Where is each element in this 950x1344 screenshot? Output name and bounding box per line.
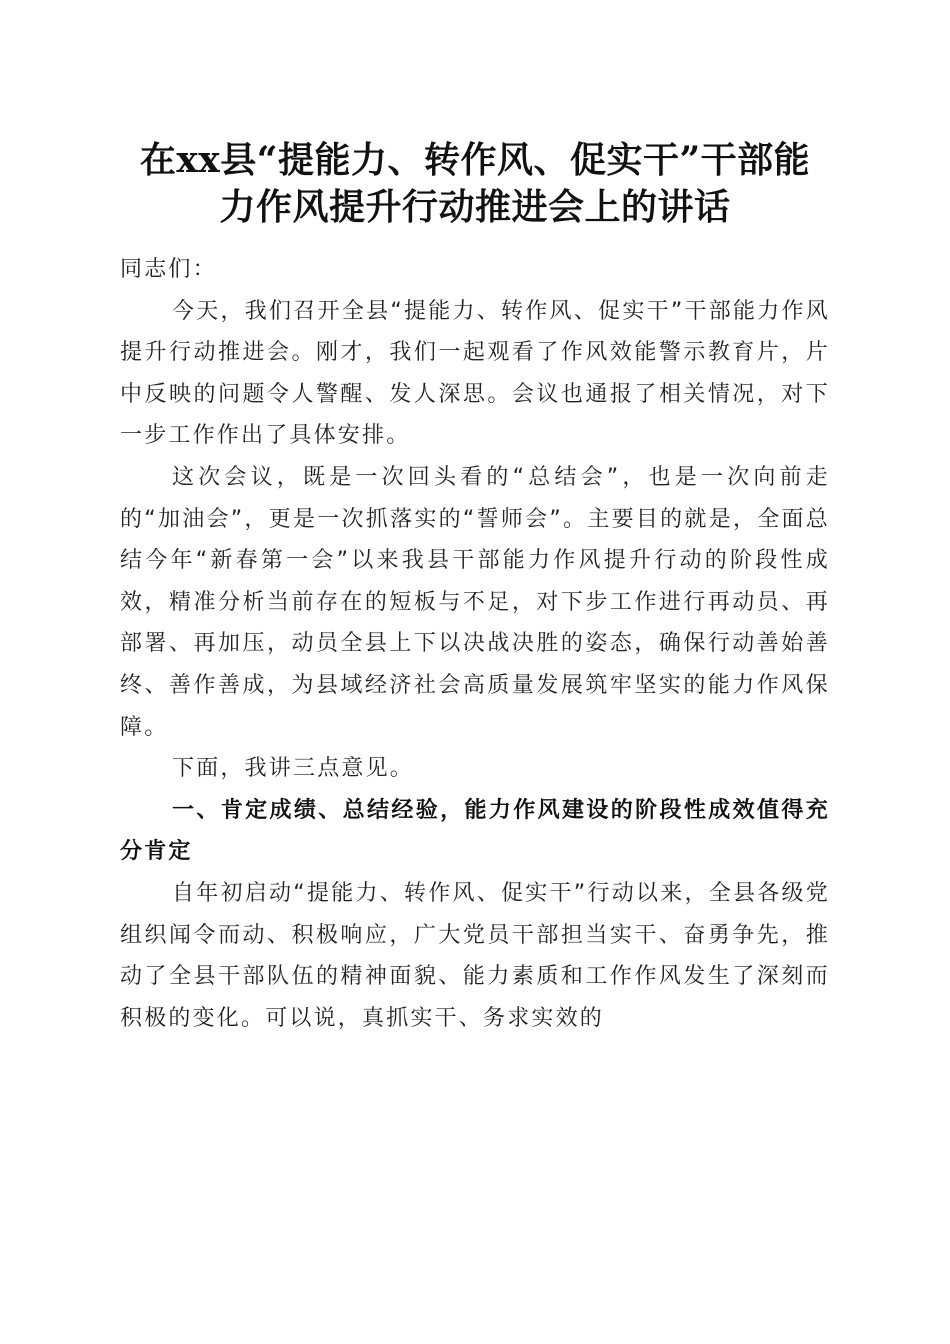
document-body	[120, 249, 830, 1039]
paragraph-purpose: 这次会议，既是一次回头看的“总结会”，也是一次向前走的“加油会”，更是一次抓落实的“誓师会”。主要目的就是，全面总结今年“新春第一会”以来我县干部能力作风提升行动的阶段性成效，精准分析当前存在的短板与不足，对下步工作进行再动员、再部署、再加压，动员全县上下以决战决胜的姿态，确保行动善始善终、善作善成，为县域经济社会高质量发展筑牢坚实的能力作风保障。	[120, 464, 830, 740]
document-title	[100, 137, 850, 231]
paragraph-section-1: 自年初启动“提能力、转作风、促实干”行动以来，全县各级党组织闻令而动、积极响应，广大党员干部担当实干、奋勇争先，推动了全县干部队伍的精神面貌、能力素质和工作作风发生了深刻而积极的变化。可以说，真抓实干、务求实效的	[120, 880, 830, 1031]
paragraph-transition: 下面，我讲三点意见。	[172, 756, 415, 782]
title-line-1: 在xx县“提能力、转作风、促实干”干部能	[139, 139, 811, 181]
salutation: 同志们：	[120, 257, 217, 282]
paragraph-opening: 今天，我们召开全县“提能力、转作风、促实干”干部能力作风提升行动推进会。刚才，我们一起观看了作风效能警示教育片，片中反映的问题令人警醒、发人深思。会议也通报了相关情况，对下一步工作作出了具体安排。	[120, 298, 830, 449]
section-heading-1: 一、肯定成绩、总结经验，能力作风建设的阶段性成效值得充分肯定	[120, 797, 830, 865]
title-line-2: 力作风提升行动推进会上的讲话	[219, 186, 731, 228]
